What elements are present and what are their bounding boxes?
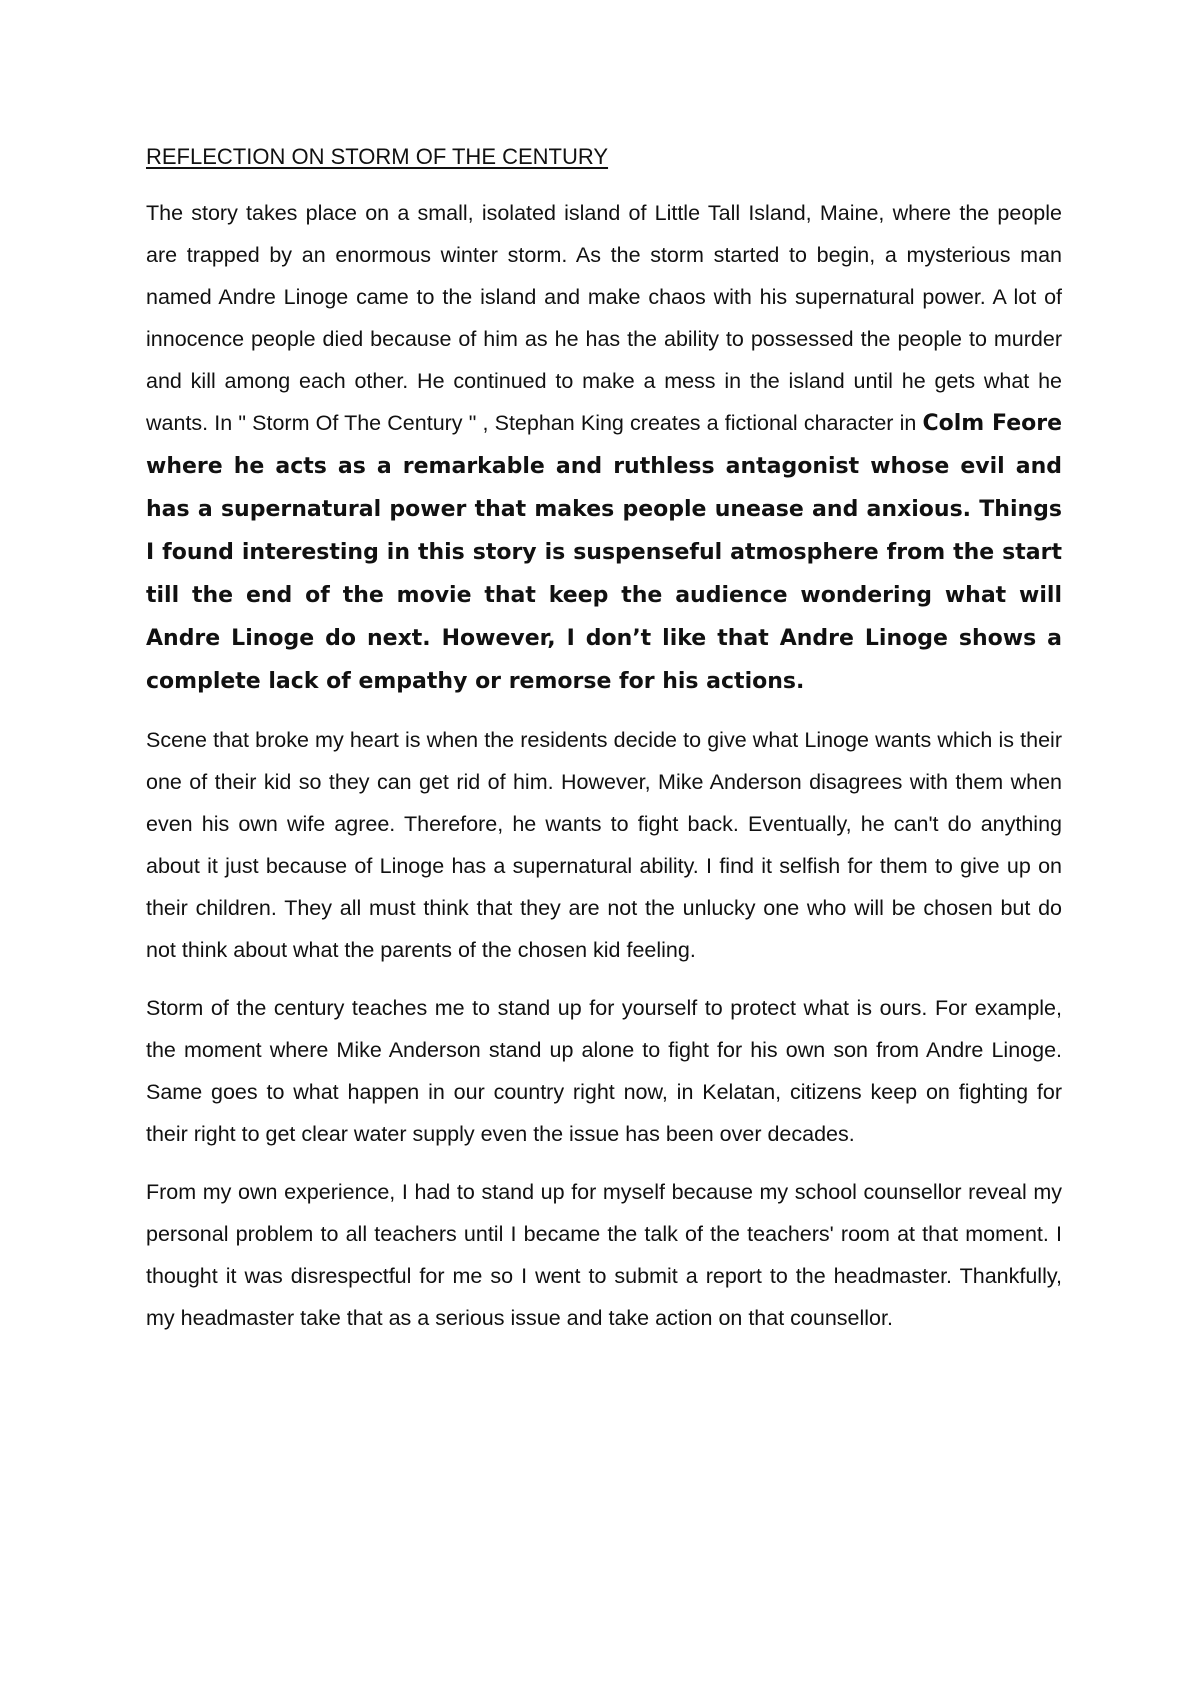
- paragraph-1-bold-text: Colm Feore where he acts as a remarkable and ruthless antagonist whose evil and has a supernatural power that makes people unease and anxious. Things I found interesting in this story is suspenseful atmosphere from the start till the end of the movie that keep the audience wondering what will Andre Linoge do next. However, I don’t like that Andre Linoge shows a complete lack of empathy or remorse for his actions.: [146, 411, 1062, 694]
- paragraph-3: Storm of the century teaches me to stand up for yourself to protect what is ours. For example, the moment where Mike Anderson stand up alone to fight for his own son from Andre Linoge. Same goes to what happen in our country right now, in Kelatan, citizens keep on fighting for their right to get clear water supply even the issue has been over decades.: [146, 996, 1062, 1146]
- document-title: REFLECTION ON STORM OF THE CENTURY: [146, 144, 609, 169]
- paragraph-1: [146, 192, 1062, 703]
- paragraph-2: Scene that broke my heart is when the residents decide to give what Linoge wants which is their one of their kid so they can get rid of him. However, Mike Anderson disagrees with them when even his own wife agree. Therefore, he wants to fight back. Eventually, he can't do anything about it just because of Linoge has a supernatural ability. I find it selfish for them to give up on their children. They all must think that they are not the unlucky one who will be chosen but do not think about what the parents of the chosen kid feeling.: [146, 728, 1062, 962]
- paragraph-4: From my own experience, I had to stand up for myself because my school counsellor reveal my personal problem to all teachers until I became the talk of the teachers' room at that moment. I thought it was disrespectful for me so I went to submit a report to the headmaster. Thankfully, my headmaster take that as a serious issue and take action on that counsellor.: [146, 1180, 1062, 1330]
- paragraph-1-regular-text: The story takes place on a small, isolated island of Little Tall Island, Maine, where the people are trapped by an enormous winter storm. As the storm started to begin, a mysterious man named Andre Linoge came to the island and make chaos with his supernatural power. A lot of innocence people died because of him as he has the ability to possessed the people to murder and kill among each other. He continued to make a mess in the island until he gets what he wants. In " Storm Of The Century " , Stephan King creates a fictional character in: [146, 201, 1062, 435]
- document-body: [146, 140, 1062, 1355]
